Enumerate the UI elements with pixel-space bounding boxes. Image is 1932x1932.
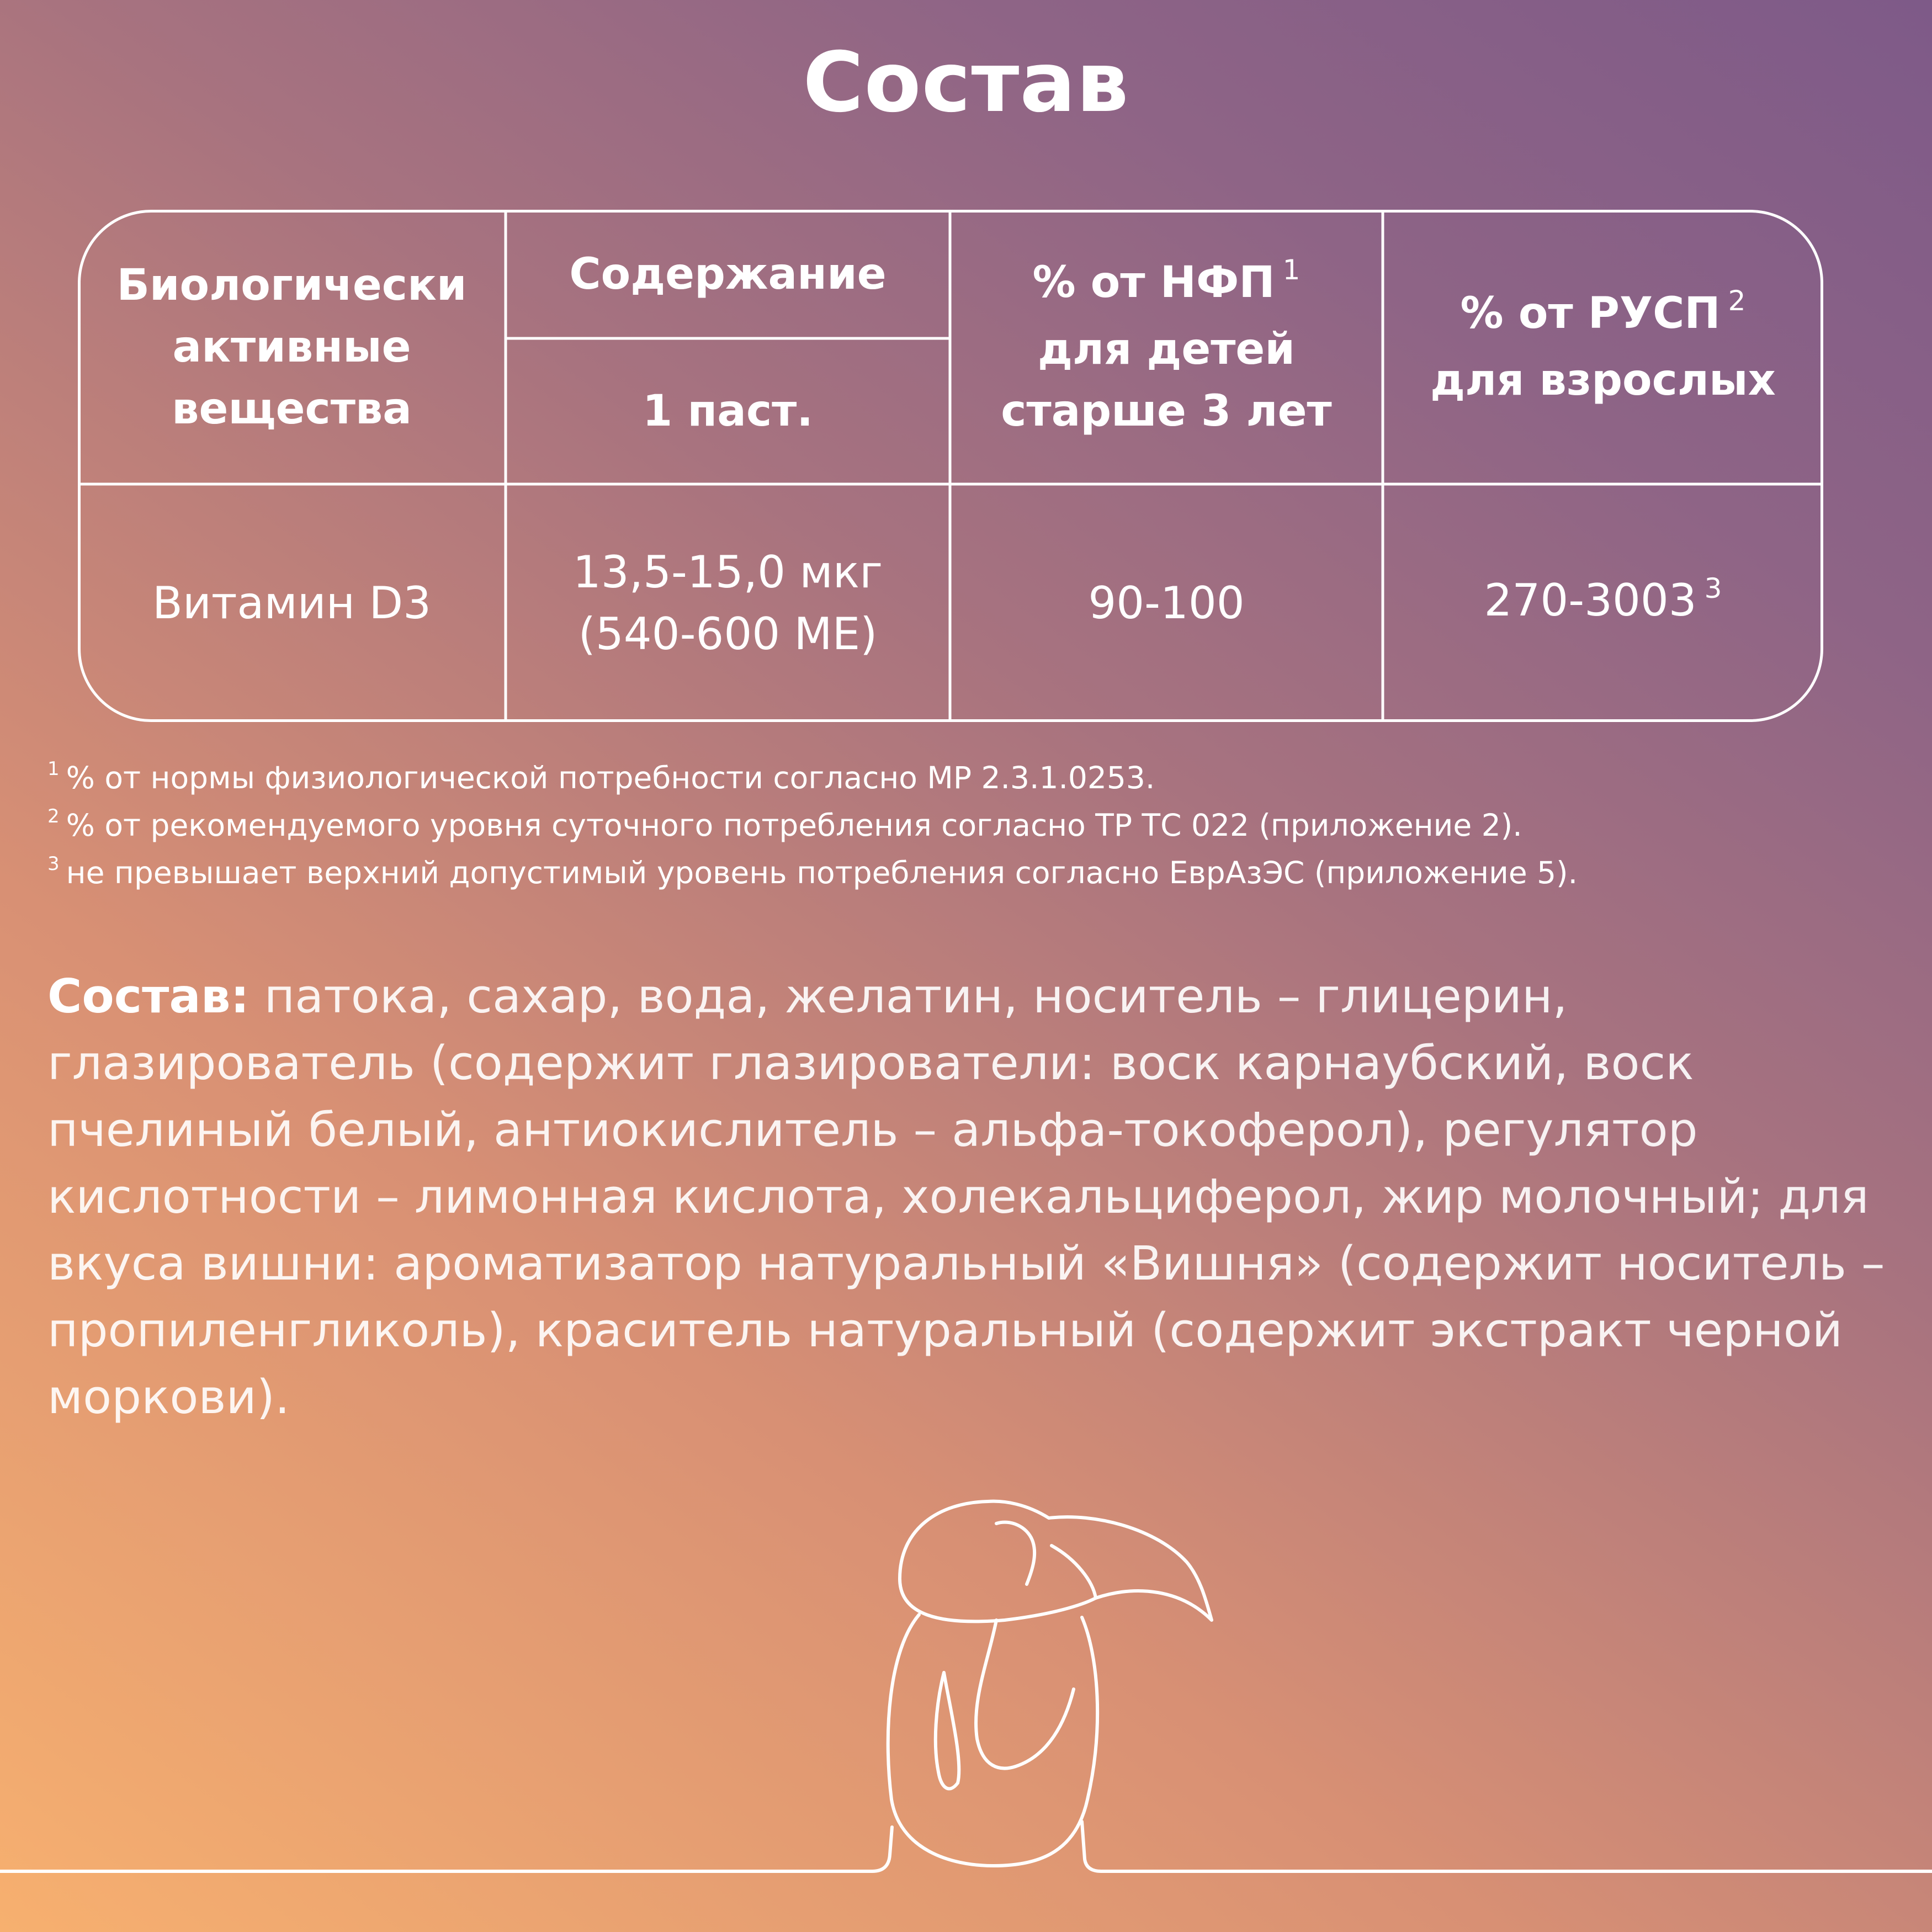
composition-text [47, 963, 1886, 1431]
cell-content: 13,5-15,0 мкг (540-600 МЕ) [572, 546, 883, 660]
cell-nfp: 90-100 [1088, 577, 1245, 629]
footnote-item: $^1$ % от нормы физиологической потребности согласно МР 2.3.1.0253. [47, 758, 1155, 795]
header-rusp: % от РУСП $^2$ для взрослых [1430, 285, 1776, 405]
header-content: Содержание [569, 249, 887, 299]
footnote-item: $^2$ % от рекомендуемого уровня суточного потребления согласно ТР ТС 022 (приложение 2). [47, 805, 1522, 843]
cell-substance: Витамин D3 [152, 577, 432, 629]
footnotes [47, 756, 1897, 899]
footnote-marker: 3 [1704, 572, 1722, 604]
header-content-unit: 1 паст. [642, 386, 814, 436]
nutrient-table [78, 210, 1823, 722]
composition-label: Состав: [47, 969, 250, 1024]
footnote-marker: 1 [1282, 254, 1301, 286]
toucan-line-icon [0, 1479, 1932, 1877]
header-substance: Биологически активные вещества [116, 260, 467, 434]
page-title: Состав [803, 35, 1129, 131]
composition-body: патока, сахар, вода, желатин, носитель – глицерин, глазирователь (содержит глазирователи: воск карнаубский, воск пчелиный белый, антиокислитель – альфа-токоферол), регулятор кислотности – лимонная кислота, холекальциферол, жир молочный; для вкуса вишни: ароматизатор натуральный «Вишня» (содержит носитель – пропиленгликоль), краситель натуральный (содержит экстракт черной моркови). [47, 969, 1885, 1425]
cell-rusp: 270-3003 $^3$ [1484, 572, 1722, 626]
footnote-item: $^3$ не превышает верхний допустимый уровень потребления согласно ЕврАзЭС (приложение 5). [47, 853, 1578, 890]
header-nfp: % от НФП $^1$ для детей старше 3 лет [1001, 254, 1332, 436]
footnote-marker: 2 [1728, 285, 1746, 317]
